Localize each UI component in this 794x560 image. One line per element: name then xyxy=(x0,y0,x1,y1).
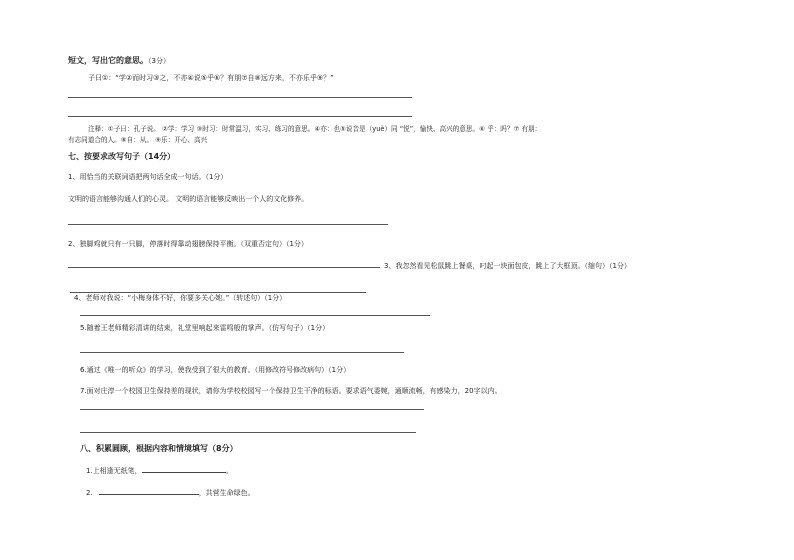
answer-line[interactable] xyxy=(70,292,366,293)
notes-line2: 有志同道合的人。⑧自：从。 ⑨乐：开心、高兴 xyxy=(68,136,208,144)
section7-heading: 七、按要求改写句子（14分） xyxy=(68,152,176,161)
question-7-4: 4、老师对我说：“小梅身体不好，你要多关心她。”（转述句）（1分） xyxy=(74,294,287,302)
fill-blank[interactable] xyxy=(142,464,226,473)
question-7-1: 1、用恰当的关联词语把两句话全成一句话。（1分） xyxy=(68,173,228,181)
answer-line[interactable] xyxy=(80,315,430,316)
classical-quote: 子曰①：“学②而时习③之，不亦④说⑤乎⑥？有朋⑦自⑧远方来，不亦乐乎⑨？” xyxy=(88,74,334,82)
answer-line[interactable] xyxy=(80,432,416,433)
answer-line[interactable] xyxy=(68,116,412,117)
answer-line[interactable] xyxy=(68,97,412,98)
notes-line1: 注释：①子曰：孔子说。 ②学：学习 ③时习：时常温习，实习、练习的意思。④亦：也⑤说音是（yuè）同 “悦”，愉快、高兴的意思。⑥ 乎：吗？⑦ 有朋： xyxy=(88,125,542,133)
answer-line[interactable] xyxy=(68,267,380,268)
section6-heading-score: （3分） xyxy=(148,57,170,65)
section8-heading: 八、积累圆顾，根据内容和情境填写（8分） xyxy=(80,444,238,453)
answer-line[interactable] xyxy=(80,409,424,410)
question-7-6: 6.通过《唯一的听众》的学习，使我受到了很大的教育。（用修改符号修改病句）（1分） xyxy=(80,366,351,374)
question-8-2-prefix: 2. xyxy=(86,489,93,497)
question-8-1-prefix: 1.上相逢无纸笔， xyxy=(86,467,142,475)
fill-blank[interactable] xyxy=(99,486,199,495)
question-7-5: 5.随着王老师精彩清讲的结束，礼堂里响起来雷鸣般的掌声。（仿写句子）（1分） xyxy=(80,324,330,332)
section6-heading xyxy=(68,56,170,66)
question-7-7: 7.面对庄淳一个校园卫生保持差的现状，请你为学校校园写一个保持卫生干净的标语。要求语气委婉，通顺流畅，有感染力，20字以内。 xyxy=(80,387,502,395)
section6-heading-text: 短文，写出它的意思。 xyxy=(68,56,148,65)
question-8-1 xyxy=(86,464,233,476)
question-7-3: 3、我忽然看见松鼠跳上餐桌，叼起一块面包皮，跳上了大框顶。（缩句）（1分） xyxy=(384,262,631,270)
answer-line[interactable] xyxy=(80,352,404,353)
question-7-2: 2、独脚鸡就只有一只脚，停落时得靠动翅膀保持平衡。（双重否定句）（1分） xyxy=(68,240,308,248)
question-8-2-suffix: ，共营生命绿色。 xyxy=(198,489,255,497)
question-8-1-suffix: 。 xyxy=(225,467,233,475)
question-7-1-sentence: 文明的语言能够沟通人们的心灵。 文明的语言能够反映出一个人的文化修养。 xyxy=(68,195,309,203)
answer-line[interactable] xyxy=(68,224,388,225)
question-8-2 xyxy=(86,486,255,498)
